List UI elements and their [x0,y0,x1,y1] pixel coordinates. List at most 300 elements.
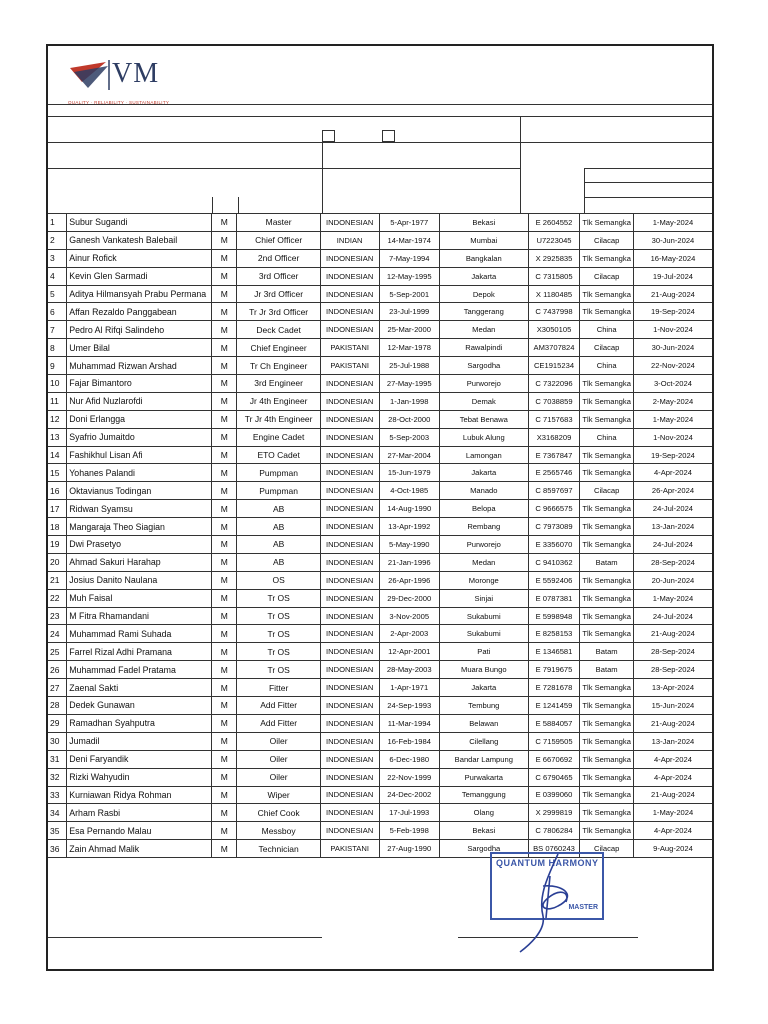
crew-passport: C 7322096 [528,375,580,393]
crew-no: 23 [48,607,67,625]
crew-dob: 5-May-1990 [379,536,439,554]
crew-port: Tlk Semangka [580,589,634,607]
crew-pob: Temanggung [439,786,528,804]
crew-nationality: INDONESIAN [320,303,379,321]
crew-rank: Fitter [237,679,320,697]
crew-date: 28-Sep-2024 [633,643,712,661]
crew-nationality: INDONESIAN [320,410,379,428]
crew-sex: M [212,392,237,410]
crew-pob: Mumbai [439,231,528,249]
crew-sex: M [212,339,237,357]
crew-date: 24-Jul-2024 [633,607,712,625]
crew-port: Batam [580,643,634,661]
crew-passport: C 6790465 [528,768,580,786]
crew-nationality: INDONESIAN [320,661,379,679]
crew-port: Tlk Semangka [580,822,634,840]
crew-name: Umer Bilal [67,339,212,357]
stamp-company: QUANTUM HARMONY [496,858,599,868]
header-rule [584,168,712,169]
crew-dob: 13-Apr-1992 [379,518,439,536]
crew-dob: 5-Feb-1998 [379,822,439,840]
crew-passport: CE1915234 [528,357,580,375]
crew-sex: M [212,214,237,232]
crew-pob: Sinjai [439,589,528,607]
crew-name: Muhammad Rami Suhada [67,625,212,643]
crew-dob: 7-May-1994 [379,249,439,267]
crew-dob: 27-Aug-1990 [379,840,439,858]
crew-pob: Sukabumi [439,625,528,643]
crew-date: 24-Jul-2024 [633,500,712,518]
table-row [48,840,712,858]
crew-port: Cilacap [580,840,634,858]
crew-passport: C 7437998 [528,303,580,321]
crew-no: 13 [48,428,67,446]
crew-passport: C 7038859 [528,392,580,410]
crew-passport: E 1346581 [528,643,580,661]
crew-nationality: PAKISTANI [320,357,379,375]
crew-name: Subur Sugandi [67,214,212,232]
crew-sex: M [212,589,237,607]
crew-dob: 4-Oct-1985 [379,482,439,500]
crew-sex: M [212,607,237,625]
crew-rank: 3rd Officer [237,267,320,285]
crew-pob: Sargodha [439,357,528,375]
crew-rank: Tr OS [237,589,320,607]
crew-nationality: INDONESIAN [320,536,379,554]
crew-dob: 2-Apr-2003 [379,625,439,643]
crew-no: 11 [48,392,67,410]
header-rule [48,104,712,105]
crew-no: 26 [48,661,67,679]
crew-nationality: INDONESIAN [320,607,379,625]
crew-list-document [46,44,714,971]
crew-sex: M [212,714,237,732]
crew-pob: Bekasi [439,822,528,840]
crew-sex: M [212,303,237,321]
crew-no: 25 [48,643,67,661]
logo-tagline: QUALITY · RELIABILITY · SUSTAINABILITY [68,100,170,105]
crew-name: Kurniawan Ridya Rohman [67,786,212,804]
stamp-role: MASTER [568,904,598,911]
table-row [48,643,712,661]
table-row [48,500,712,518]
crew-dob: 28-May-2003 [379,661,439,679]
crew-port: Tlk Semangka [580,285,634,303]
crew-no: 18 [48,518,67,536]
crew-port: Tlk Semangka [580,768,634,786]
crew-nationality: INDONESIAN [320,267,379,285]
crew-name: Fashikhul Lisan Afi [67,446,212,464]
crew-name: Ganesh Vankatesh Balebail [67,231,212,249]
crew-sex: M [212,732,237,750]
crew-no: 1 [48,214,67,232]
crew-name: Pedro Al Rifqi Salindeho [67,321,212,339]
crew-date: 1-May-2024 [633,804,712,822]
crew-pob: Lubuk Alung [439,428,528,446]
crew-nationality: INDONESIAN [320,714,379,732]
crew-sex: M [212,840,237,858]
crew-dob: 15-Jun-1979 [379,464,439,482]
crew-dob: 16-Feb-1984 [379,732,439,750]
crew-pob: Manado [439,482,528,500]
crew-rank: Oiler [237,768,320,786]
crew-port: Tlk Semangka [580,571,634,589]
crew-dob: 14-Mar-1974 [379,231,439,249]
table-row [48,518,712,536]
crew-name: Esa Pernando Malau [67,822,212,840]
crew-no: 3 [48,249,67,267]
crew-passport: E 5592406 [528,571,580,589]
crew-name: Yohanes Palandi [67,464,212,482]
crew-no: 32 [48,768,67,786]
crew-no: 16 [48,482,67,500]
crew-pob: Purwakarta [439,768,528,786]
crew-no: 36 [48,840,67,858]
crew-sex: M [212,625,237,643]
crew-nationality: INDONESIAN [320,500,379,518]
crew-no: 35 [48,822,67,840]
crew-rank: Pumpman [237,482,320,500]
crew-sex: M [212,267,237,285]
crew-passport: E 8258153 [528,625,580,643]
crew-port: Tlk Semangka [580,500,634,518]
crew-port: China [580,428,634,446]
crew-dob: 21-Jan-1996 [379,553,439,571]
crew-rank: Chief Officer [237,231,320,249]
crew-nationality: PAKISTANI [320,339,379,357]
table-row [48,697,712,715]
crew-rank: Tr OS [237,661,320,679]
table-row [48,589,712,607]
crew-nationality: INDONESIAN [320,249,379,267]
crew-passport: E 3356070 [528,536,580,554]
crew-sex: M [212,679,237,697]
crew-date: 4-Apr-2024 [633,750,712,768]
table-row [48,464,712,482]
signature-scribble [488,846,608,956]
crew-date: 19-Sep-2024 [633,303,712,321]
table-row [48,214,712,232]
crew-date: 28-Sep-2024 [633,661,712,679]
crew-nationality: INDONESIAN [320,625,379,643]
crew-nationality: INDONESIAN [320,786,379,804]
crew-name: Muhammad Rizwan Arshad [67,357,212,375]
crew-rank: Add Fitter [237,697,320,715]
crew-passport: E 6670692 [528,750,580,768]
table-row [48,303,712,321]
crew-pob: Olang [439,804,528,822]
crew-nationality: PAKISTANI [320,840,379,858]
company-logo [68,56,178,105]
crew-no: 21 [48,571,67,589]
crew-nationality: INDONESIAN [320,679,379,697]
crew-no: 15 [48,464,67,482]
crew-rank: Technician [237,840,320,858]
crew-date: 28-Sep-2024 [633,553,712,571]
crew-dob: 26-Apr-1996 [379,571,439,589]
crew-no: 8 [48,339,67,357]
crew-nationality: INDONESIAN [320,321,379,339]
crew-nationality: INDONESIAN [320,285,379,303]
crew-dob: 29-Dec-2000 [379,589,439,607]
crew-passport: X3050105 [528,321,580,339]
crew-passport: E 7367847 [528,446,580,464]
crew-no: 10 [48,375,67,393]
crew-port: Tlk Semangka [580,679,634,697]
crew-rank: Tr OS [237,625,320,643]
crew-dob: 25-Mar-2000 [379,321,439,339]
crew-no: 33 [48,786,67,804]
checkbox-arrival[interactable] [322,130,335,142]
crew-pob: Cilellang [439,732,528,750]
crew-sex: M [212,643,237,661]
crew-dob: 6-Dec-1980 [379,750,439,768]
table-row [48,679,712,697]
table-row [48,607,712,625]
crew-name: Aditya Hilmansyah Prabu Permana [67,285,212,303]
crew-passport: C 7157683 [528,410,580,428]
crew-nationality: INDONESIAN [320,214,379,232]
crew-nationality: INDONESIAN [320,428,379,446]
header-rule [48,116,712,117]
signature-line-left [48,937,322,938]
crew-date: 4-Apr-2024 [633,464,712,482]
table-row [48,571,712,589]
crew-port: Tlk Semangka [580,714,634,732]
checkbox-departure[interactable] [382,130,395,142]
crew-date: 2-May-2024 [633,392,712,410]
crew-port: Tlk Semangka [580,249,634,267]
logo-text: VM [112,58,160,89]
crew-no: 24 [48,625,67,643]
crew-rank: Oiler [237,750,320,768]
crew-name: Arham Rasbi [67,804,212,822]
crew-date: 21-Aug-2024 [633,714,712,732]
crew-passport: E 5884057 [528,714,580,732]
crew-no: 6 [48,303,67,321]
crew-date: 4-Apr-2024 [633,768,712,786]
table-row [48,267,712,285]
crew-passport: BS 0760243 [528,840,580,858]
crew-date: 21-Aug-2024 [633,625,712,643]
crew-date: 24-Jul-2024 [633,536,712,554]
crew-sex: M [212,500,237,518]
table-row [48,231,712,249]
table-row [48,553,712,571]
crew-sex: M [212,321,237,339]
table-row [48,446,712,464]
crew-rank: OS [237,571,320,589]
crew-nationality: INDONESIAN [320,553,379,571]
crew-pob: Belawan [439,714,528,732]
table-row [48,804,712,822]
crew-passport: C 8597697 [528,482,580,500]
crew-name: Ahmad Sakuri Harahap [67,553,212,571]
crew-name: Doni Erlangga [67,410,212,428]
crew-name: Rizki Wahyudin [67,768,212,786]
crew-pob: Pati [439,643,528,661]
crew-sex: M [212,285,237,303]
crew-sex: M [212,410,237,428]
crew-dob: 14-Aug-1990 [379,500,439,518]
crew-nationality: INDONESIAN [320,732,379,750]
crew-nationality: INDONESIAN [320,482,379,500]
table-row [48,410,712,428]
crew-rank: Tr Jr 3rd Officer [237,303,320,321]
crew-rank: Oiler [237,732,320,750]
crew-no: 28 [48,697,67,715]
table-row [48,392,712,410]
crew-no: 20 [48,553,67,571]
crew-nationality: INDONESIAN [320,518,379,536]
crew-rank: Engine Cadet [237,428,320,446]
crew-sex: M [212,804,237,822]
crew-date: 3-Oct-2024 [633,375,712,393]
crew-pob: Demak [439,392,528,410]
crew-dob: 1-Apr-1971 [379,679,439,697]
crew-port: Tlk Semangka [580,375,634,393]
crew-port: Tlk Semangka [580,697,634,715]
crew-passport: E 2565746 [528,464,580,482]
crew-passport: C 7806284 [528,822,580,840]
crew-dob: 23-Jul-1999 [379,303,439,321]
crew-no: 22 [48,589,67,607]
table-row [48,375,712,393]
crew-name: Nur Afid Nuzlarofdi [67,392,212,410]
master-stamp [488,846,608,926]
crew-passport: E 5998948 [528,607,580,625]
crew-sex: M [212,518,237,536]
crew-sex: M [212,357,237,375]
crew-pob: Purworejo [439,375,528,393]
crew-rank: 3rd Engineer [237,375,320,393]
crew-sex: M [212,822,237,840]
crew-date: 1-May-2024 [633,589,712,607]
table-row [48,732,712,750]
crew-name: Zaenal Sakti [67,679,212,697]
crew-pob: Bandar Lampung [439,750,528,768]
crew-sex: M [212,446,237,464]
crew-nationality: INDONESIAN [320,464,379,482]
crew-passport: X 1180485 [528,285,580,303]
crew-rank: Tr OS [237,643,320,661]
crew-rank: Chief Cook [237,804,320,822]
crew-rank: Tr Jr 4th Engineer [237,410,320,428]
crew-dob: 3-Nov-2005 [379,607,439,625]
crew-sex: M [212,750,237,768]
crew-no: 27 [48,679,67,697]
crew-passport: AM3707824 [528,339,580,357]
crew-pob: Sargodha [439,840,528,858]
crew-no: 12 [48,410,67,428]
crew-sex: M [212,768,237,786]
crew-date: 1-Nov-2024 [633,428,712,446]
crew-passport: C 7973089 [528,518,580,536]
crew-passport: X 2999819 [528,804,580,822]
crew-rank: AB [237,536,320,554]
crew-rank: AB [237,553,320,571]
header-divider [584,168,585,213]
crew-dob: 22-Nov-1999 [379,768,439,786]
crew-no: 7 [48,321,67,339]
header-divider [212,197,213,213]
crew-port: Cilacap [580,339,634,357]
crew-sex: M [212,375,237,393]
crew-name: Dwi Prasetyo [67,536,212,554]
crew-date: 16-May-2024 [633,249,712,267]
table-row [48,714,712,732]
crew-no: 17 [48,500,67,518]
crew-dob: 17-Jul-1993 [379,804,439,822]
crew-dob: 27-May-1995 [379,375,439,393]
crew-no: 34 [48,804,67,822]
table-row [48,750,712,768]
crew-name: Ramadhan Syahputra [67,714,212,732]
crew-dob: 24-Sep-1993 [379,697,439,715]
crew-port: Cilacap [580,267,634,285]
crew-port: Batam [580,553,634,571]
crew-sex: M [212,536,237,554]
crew-no: 5 [48,285,67,303]
crew-sex: M [212,482,237,500]
crew-port: Tlk Semangka [580,750,634,768]
crew-name: Farrel Rizal Adhi Pramana [67,643,212,661]
crew-dob: 5-Sep-2001 [379,285,439,303]
crew-date: 21-Aug-2024 [633,285,712,303]
crew-no: 19 [48,536,67,554]
table-row [48,661,712,679]
crew-passport: E 7919675 [528,661,580,679]
crew-pob: Moronge [439,571,528,589]
crew-name: Zain Ahmad Malik [67,840,212,858]
crew-sex: M [212,231,237,249]
crew-port: China [580,357,634,375]
crew-name: Deni Faryandik [67,750,212,768]
crew-no: 14 [48,446,67,464]
crew-passport: X3168209 [528,428,580,446]
crew-rank: Jr 3rd Officer [237,285,320,303]
crew-pob: Tebat Benawa [439,410,528,428]
header-rule [584,197,712,198]
crew-passport: E 0399060 [528,786,580,804]
crew-rank: 2nd Officer [237,249,320,267]
crew-name: M Fitra Rhamandani [67,607,212,625]
crew-passport: U7223045 [528,231,580,249]
crew-passport: C 7159505 [528,732,580,750]
crew-date: 20-Jun-2024 [633,571,712,589]
crew-name: Affan Rezaldo Panggabean [67,303,212,321]
crew-sex: M [212,428,237,446]
crew-port: Tlk Semangka [580,392,634,410]
crew-pob: Rawalpindi [439,339,528,357]
crew-nationality: INDONESIAN [320,643,379,661]
crew-date: 26-Apr-2024 [633,482,712,500]
crew-pob: Jakarta [439,464,528,482]
crew-pob: Bangkalan [439,249,528,267]
header-rule [48,142,712,143]
crew-date: 4-Apr-2024 [633,822,712,840]
crew-no: 2 [48,231,67,249]
crew-name: Dedek Gunawan [67,697,212,715]
crew-passport: X 2925835 [528,249,580,267]
crew-rank: Messboy [237,822,320,840]
crew-passport: C 9666575 [528,500,580,518]
header-rule [584,182,712,183]
crew-port: Tlk Semangka [580,303,634,321]
crew-port: Cilacap [580,231,634,249]
crew-name: Mangaraja Theo Siagian [67,518,212,536]
crew-rank: Deck Cadet [237,321,320,339]
